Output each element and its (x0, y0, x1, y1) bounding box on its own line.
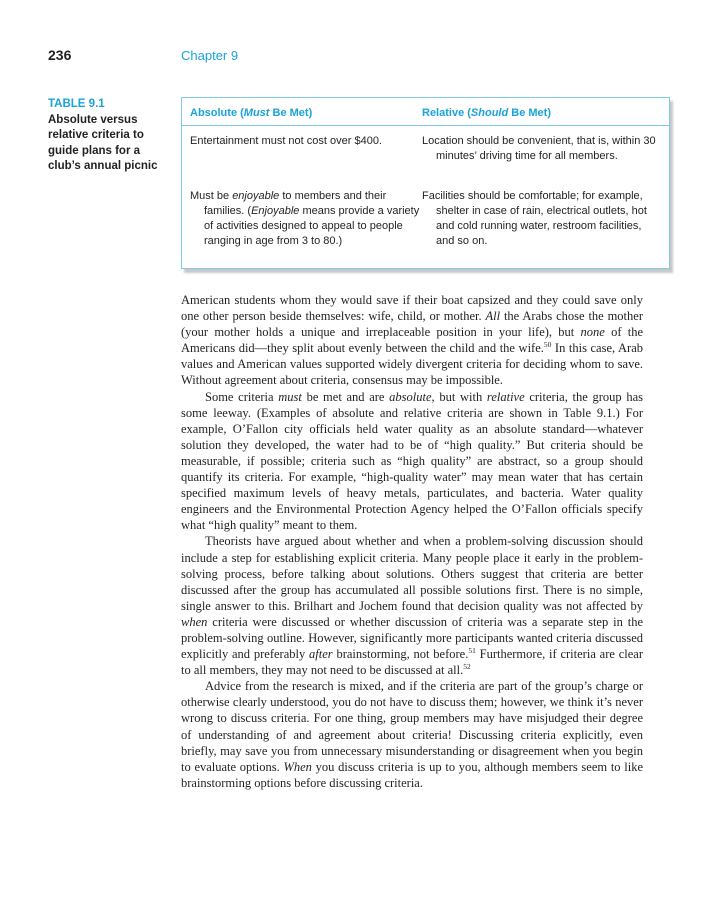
paragraph: Some criteria must be met and are absolute, but with relative criteria, the group has some leeway. (Examples of absolute and relative criteria are shown in Table 9.1.) For example, O’Fallon city officials held water quality as an absolute standard—whatever solution they developed, the water had to be of “high quality.” But criteria should be measurable, if possible; criteria such as “high quality” are abstract, so a group should quantify its criteria. For example, “high-quality water” may mean water that has certain specified maximum levels of heavy metals, particulates, and bacteria. Water quality engineers and the Environmental Protection Agency helped the O’Fallon officials specify what “high quality” meant to them. (181, 389, 643, 533)
chapter-label: Chapter 9 (181, 48, 239, 63)
paragraph: Advice from the research is mixed, and if the criteria are part of the group’s charge or otherwise clearly understood, you do not have to discuss them; however, we think it’s never wrong to discuss criteria. For one thing, group members may have misjudged their degree of understanding of and agreement about criteria! Discussing criteria explicitly, even briefly, may save you from unnecessary misunderstanding or disagreement when you begin to evaluate options. When you discuss criteria is up to you, although members seem to like brainstorming options before discussing criteria. (181, 679, 644, 790)
table-caption (48, 97, 170, 175)
paragraph: American students whom they would save if their boat capsized and they could save only one other person beside themselves: wife, child, or mother. All the Arabs chose the mother (your mother holds a unique and irreplaceable position in your life), but none of the Americans did—they split about evenly between the child and the wife.$^{50}$ In this case, Arab values and American values supported widely divergent criteria for deciding whom to save. Without agreement about criteria, consensus may be impossible. (181, 293, 644, 388)
table-header-row (182, 98, 669, 126)
table-description: Absolute versus relative criteria to guide plans for a club’s annual picnic (48, 113, 158, 172)
table-cell-absolute-2: Must be enjoyable to members and their families. (Enjoyable means provide a variety of activities designed to appeal to people ranging in age from 3 to 80.) (190, 190, 420, 247)
criteria-table (181, 97, 670, 269)
table-cell-absolute-1: Entertainment must not cost over $400. (190, 135, 382, 147)
column-header-absolute: Absolute (Must Be Met) (190, 107, 313, 119)
footnote-ref: 52 (463, 662, 471, 672)
table-number: TABLE 9.1 (48, 98, 105, 110)
footnote-ref: 51 (468, 646, 476, 656)
footnote-ref: 50 (543, 340, 552, 350)
column-header-relative: Relative (Should Be Met) (422, 107, 551, 119)
paragraph: Theorists have argued about whether and when a problem-solving discussion should include a step for establishing explicit criteria. Many people place it early in the problem-solving process, before talking about solutions. Others suggest that criteria are better discussed after the group has accumulated all possible solutions first. There is no simple, single answer to this. Brilhart and Jochem found that decision quality was not affected by when criteria were discussed or whether discussion of criteria was a separate step in the problem-solving outline. However, significantly more participants wanted criteria discussed explicitly and preferably after brainstorming, not before.$^{51}$ Furthermore, if criteria are clear to all members, they may not need to be discussed at all.$^{52}$ (181, 534, 644, 678)
table-cell-relative-2: Facilities should be comfortable; for example, shelter in case of rain, electrical outlets, hot and cold running water, restroom facilities, and so on. (422, 190, 647, 247)
table-cell-relative-1: Location should be convenient, that is, within 30 minutes’ driving time for all members. (422, 135, 656, 162)
page-number: 236 (48, 47, 72, 63)
body-text (181, 292, 643, 791)
